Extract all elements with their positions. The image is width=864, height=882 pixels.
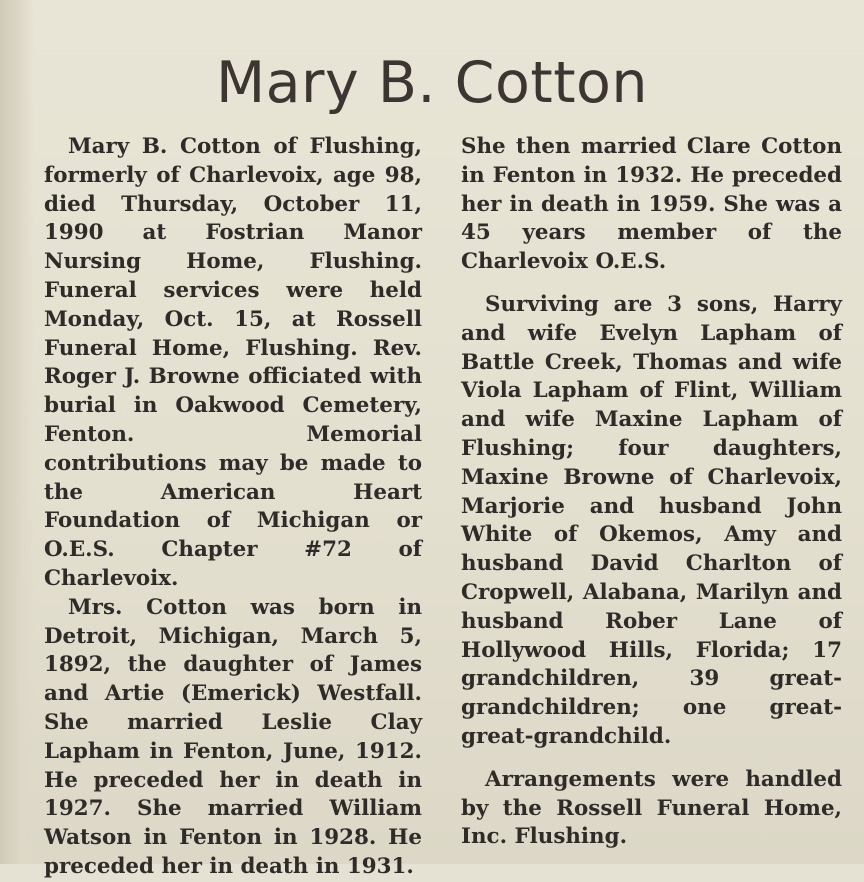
obituary-paragraph-marriage: She then married Clare Cotton in Fenton in 1932. He preceded her in death in 1959. She was a 45 years member of the Charlevoix O.E.S. xyxy=(461,134,842,275)
paper-edge-shadow xyxy=(0,0,34,864)
obituary-paragraph-survivors: Surviving are 3 sons, Harry and wife Evelyn Lapham of Battle Creek, Thomas and wife Viola Lapham of Flint, William and wife Maxine Lapham of Flushing; four daughters, Maxine Browne of Charlevoix, Marjorie and husband John White of Okemos, Amy and husband David Charlton of Cropwell, Alabana, Marilyn and husband Rober Lane of Hollywood Hills, Florida; 17 grandchildren, 39 great-grandchildren; one great-great-grandchild. xyxy=(461,291,842,749)
left-column xyxy=(44,133,422,882)
obituary-title: Mary B. Cotton xyxy=(215,50,649,116)
obituary-paragraph-death-notice: Mary B. Cotton of Flushing, formerly of Charlevoix, age 98, died Thursday, October 11, 1990 at Fostrian Manor Nursing Home, Flushing. Funeral services were held Monday, Oct. 15, at Rossell Funeral Home, Flushing. Rev. Roger J. Browne officiated with burial in Oakwood Cemetery, Fenton. Memorial contributions may be made to the American Heart Foundation of Michigan or O.E.S. Chapter #72 of Charlevoix. xyxy=(44,134,422,591)
right-column xyxy=(461,133,842,852)
obituary-paragraph-arrangements: Arrangements were handled by the Rossell Funeral Home, Inc. Flushing. xyxy=(461,766,842,850)
obituary-paragraph-biography: Mrs. Cotton was born in Detroit, Michigan, March 5, 1892, the daughter of James and Artie (Emerick) Westfall. She married Leslie Clay Lapham in Fenton, June, 1912. He preceded her in death in 1927. She married William Watson in Fenton in 1928. He preceded her in death in 1931. xyxy=(44,594,422,879)
